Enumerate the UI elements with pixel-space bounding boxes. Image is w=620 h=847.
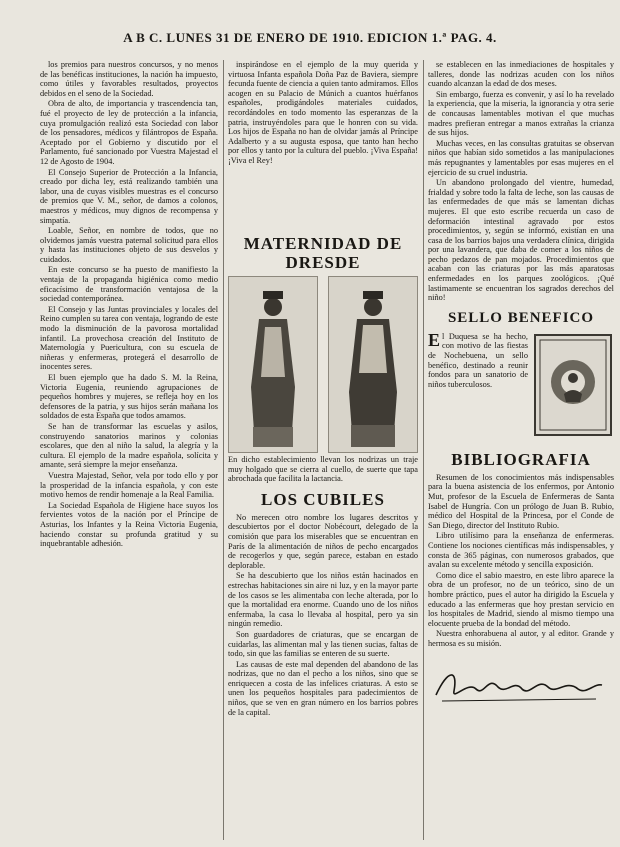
article-paragraph: inspirándose en el ejemplo de la muy querida y virtuosa Infanta española Doña Paz de Baviera, siempre fecunda fuente de ciencia a quien tanto admiramos. Ellos acogen en su Palacio de Múnich a cuantos huérfanos españoles, prodigándoles materiales cuidados, recordándoles en todo momento las esperanzas de la patria, instruyéndoles para que le honren con su vida. Los hijos de España no han de olvidar jamás al Príncipe Adalberto y a su augusta esposa, que tanto han hecho por ellos y tanto por la cultura del pueblo. ¡Viva España! ¡Viva el Rey! <box>228 60 418 165</box>
article-paragraph: En este concurso se ha puesto de manifiesto la ventaja de la propaganda higiénica como medio eficacísimo de transformación ventajosa de la sociedad contemporánea. <box>40 265 218 304</box>
article-paragraph: Loable, Señor, en nombre de todos, que no olvidemos jamás vuestra paternal solicitud para ellos y hasta las instituciones objeto de sus desvelos y cuidados. <box>40 226 218 264</box>
article-paragraph: Libro utilísimo para la enseñanza de enfermeras. Contiene los nociones científicas más indispensables, y consta de 365 páginas, con numerosos grabados, que avalan su excelente método y sencilla exposición. <box>428 531 614 570</box>
nurse-photo-left <box>228 276 318 453</box>
sello-title: SELLO BENEFICO <box>447 309 595 326</box>
article-paragraph: No merecen otro nombre los lugares descritos y descubiertos por el doctor Nobécourt, delegado de la comisión que para los miserables que se encuentran en París de la alimentación de niños de pecho encargados de recogerlos y que, según parece, estaban en estado deplorable. <box>228 512 418 570</box>
column-1 <box>40 60 218 845</box>
article-paragraph: Un abandono prolongado del vientre, humedad, frialdad y sobre todo la falta de leche, son las causas de las enfermedades de que más se lamentan dichas mujeres. El que esto escribe recuerda un caso de deformación intestinal agravado por estos procedimientos, y, según se informó, existían en una casa de los barrios bajos una verdadera clínica, dirigida por una lavandera, que daba de comer a los niños de pecho pedazos de pan mojados. Procedimientos que acaban con las criaturas por las más aparatosas enfermedades en los parques zoológicos. ¡Qué lastimamente se encuentran los sagrados derechos del niño! <box>428 178 614 303</box>
article-paragraph: Nuestra enhorabuena al autor, y al editor. Grande y hermosa es su misión. <box>428 629 614 648</box>
cubiles-title: LOS CUBILES <box>261 489 385 509</box>
article-paragraph: Muchas veces, en las consultas gratuitas se observan niños que habían sido sometidos a las manipulaciones más repugnantes y lamentables por esas mujeres en el ejercicio de su cruel industria. <box>428 138 614 177</box>
article-paragraph: Sin embargo, fuerza es convenir, y así lo ha revelado la experiencia, que la miseria, la ignorancia y otra serie de concausas lamentables motivan el que muchas madres prefieran entregar a manos extrañas la crianza de sus hijos. <box>428 89 614 138</box>
column-2 <box>228 60 418 845</box>
dropcap: E <box>428 329 441 350</box>
photo-caption: En dicho establecimiento llevan los nodrizas un traje muy holgado que se cierra al cuello, de suerte que tapa abrochada que facilita la lactancia. <box>228 455 418 484</box>
column-divider <box>423 60 424 840</box>
article-paragraph: Resumen de los conocimientos más indispensables para la buena asistencia de los enfermos, por Antonio Mut, profesor de la Escuela de Enfermeras de Santa Isabel de Hungría. Con un prólogo de Juan B. Rubio, médico del Hospital de la Princesa, por el Conde de San Diego, director del Instituto Rubio. <box>428 472 614 530</box>
column-3 <box>428 60 614 845</box>
article-paragraph: Son guardadores de criaturas, que se encargan de cuidarlas, las alimentan mal y las tienen sucias, faltas de todo, sin que las familias se enteren de su suerte. <box>228 629 418 659</box>
sello-text: El Duquesa se ha hecho, con motivo de las fiestas de Nochebuena, un sello benéfico, destinado a reunir fondos para un sanatorio de niños tuberculosos. <box>428 329 528 389</box>
article-paragraph: Vuestra Majestad, Señor, vela por todo ello y por la prosperidad de la infancia española, y con este motivo hemos de rendir homenaje a la Real Familia. <box>40 470 218 500</box>
article-paragraph: Las causas de este mal dependen del abandono de las nodrizas, que no dan el pecho a los niños, sino que se enriquecen a costa de las infelices criaturas. A esto se unen los pequeños hospitales para padecimientos de niños, que se ven en gran número en los barrios pobres de la capital. <box>228 659 418 717</box>
maternidad-title: MATERNIDAD DE DRESDE <box>243 234 403 272</box>
article-paragraph: El Consejo y las Juntas provinciales y locales del Reino cumplen su tarea con ventaja, logrando de este modo la disminución de la pavorosa mortalidad infantil. La provechosa creación del Instituto de Maternología y Puericultura, con su escuela de niñeras y enfermeras, protegerá el desarrollo de inocentes seres. <box>40 304 218 372</box>
photo-pair <box>228 276 418 451</box>
article-paragraph: Se han de transformar las escuelas y asilos, construyendo sanatorios marinos y colonias escolares, que den al niño la salud, la alegría y la cultura. El ejemplo de la madre española, solícita y amante, será siempre la mejor enseñanza. <box>40 421 218 470</box>
nurse-photo-right <box>328 276 418 453</box>
article-paragraph: El buen ejemplo que ha dado S. M. la Reina, Victoria Eugenia, reuniendo agrupaciones de pequeños hombres y mujeres, se refleja hoy en los defensores de la patria, y sus hijos serán mañana los soldados de esta España que todos amamos. <box>40 373 218 421</box>
article-paragraph: Se ha descubierto que los niños están hacinados en estrechas habitaciones sin aire ni luz, y en la mayor parte de los casos se les alimentaba con leche alterada, por lo que la mortalidad era enorme. Cuando uno de los niños enfermaba, la casa lo llevaba al hospital, pero ya sin ningún remedio. <box>228 571 418 629</box>
article-paragraph: los premios para nuestros concursos, y no menos de las benéficas instituciones, la nación ha impuesto, como útiles y favorables resultados, proyectos debidos en el seno de la Sociedad. <box>40 60 218 98</box>
stamp-image <box>534 334 612 436</box>
sello-block <box>428 329 614 444</box>
article-paragraph: se establecen en las inmediaciones de hospitales y talleres, donde las nodrizas acuden con los niños cuando alcanzan la edad de dos meses. <box>428 60 614 89</box>
bibliografia-title: BIBLIOGRAFIA <box>451 449 591 469</box>
article-paragraph: Obra de alto, de importancia y trascendencia tan, fué el proyecto de ley de protección a la infancia, cuya promulgación realizó esta Sociedad con labor de los pensadores, médicos y filántropos de España. Aceptado por el Gobierno y discutido por el Parlamento, fué sancionado por Vuestra Majestad el 12 de Agosto de 1904. <box>40 99 218 166</box>
article-paragraph: Como dice el sabio maestro, en este libro aparece la obra de un profesor, no de un teórico, sino de un hombre práctico, pues el autor ha dirigido la Escuela y educado a las enfermeras que hoy prestan servicio en los hospitales de Madrid, siendo al mismo tiempo una elocuente prueba de la bondad del método. <box>428 570 614 628</box>
page-header: A B C. LUNES 31 DE ENERO DE 1910. EDICION 1.ª PAG. 4. <box>123 30 497 45</box>
column-divider <box>223 60 224 840</box>
article-paragraph: El Consejo Superior de Protección a la Infancia, creado por dicha ley, está realizando también una labor, una de cuyas visibles muestras es el concurso de premios que V. M., señor, de damos a colonos, maestros y médicos, muy dignos de recompensa y simpatía. <box>40 167 218 225</box>
article-paragraph: La Sociedad Española de Higiene hace suyos los fervientes votos de la nación por el Príncipe de Asturias, los Infantes y la Reina Victoria Eugenia, haciendo constar su profunda gratitud y su inquebrantable adhesión. <box>40 500 218 549</box>
signature <box>428 661 614 707</box>
intro-block <box>228 60 418 228</box>
